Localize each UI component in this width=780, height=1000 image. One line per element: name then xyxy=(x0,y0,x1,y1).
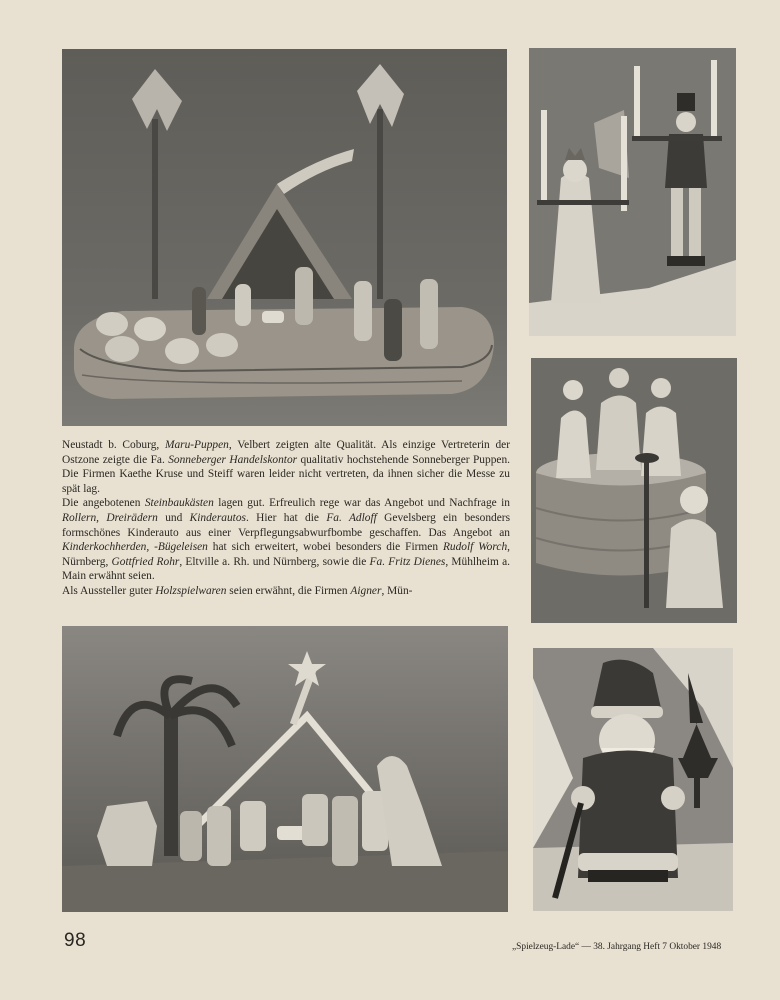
text-run: , Nürnberg, xyxy=(62,541,510,568)
text-run-italic: Kinderautos xyxy=(189,511,246,524)
text-run-italic: Rollern, Dreirädern xyxy=(62,511,158,524)
text-run: Als Aussteller guter xyxy=(62,584,156,597)
text-run-italic: Rudolf Worch xyxy=(442,541,508,554)
text-run-italic: Steinbaukästen xyxy=(144,497,214,510)
text-run: , Velbert zeigten alte Qualität. Als einzige Vertreterin der Ostzone zeigte die Fa. xyxy=(62,439,510,466)
journal-footer: „Spielzeug-Lade“ — 38. Jahrgang Heft 7 Oktober 1948 xyxy=(512,942,722,952)
photo-santa-with-tree xyxy=(533,648,733,911)
text-run: hat sich erweitert, wobei besonders die Firmen xyxy=(207,541,443,554)
text-run: Gevelsberg ein besonders formschönes Kinderauto aus einer Verpflegungsabwurfbombe geschaffen. Das Angebot an xyxy=(62,511,511,539)
text-run-italic: Fa. Adloff xyxy=(326,511,377,524)
text-run-italic: Sonneberger Handelskontor xyxy=(168,453,298,466)
text-run-italic: Kinderkochherden, -Bügeleisen xyxy=(62,541,208,554)
article-paragraph-1 xyxy=(62,438,510,496)
text-run: , Mühlheim a. Main erwähnt seien. xyxy=(62,555,511,583)
text-run-italic: Fa. Fritz Dienes xyxy=(369,555,446,568)
text-run: und xyxy=(157,511,190,524)
photo-candle-holder-figures xyxy=(529,48,736,336)
photo-nativity-scene-palms xyxy=(62,49,507,426)
text-run: lagen gut. Erfreulich rege war das Angebot und Nachfrage in xyxy=(213,497,511,510)
article-paragraph-2 xyxy=(62,496,510,584)
text-run: qualitativ hochstehende Sonneberger Puppen. Die Firmen Kaethe Kruse und Steiff waren leider nicht vertreten, da ihnen sicher die Messe zu spät lag. xyxy=(62,453,510,495)
text-run-italic: Holzspielwaren xyxy=(155,584,227,597)
text-run: . Hier hat die xyxy=(245,511,327,524)
text-run: seien erwähnt, die Firmen xyxy=(226,584,351,597)
photo-angels-on-box xyxy=(531,358,737,623)
article-paragraph-3 xyxy=(62,584,510,599)
text-run: , Eltville a. Rh. und Nürnberg, sowie die xyxy=(179,555,370,568)
article-text xyxy=(62,438,510,599)
text-run: Neustadt b. Coburg, xyxy=(62,439,165,451)
photo-carved-nativity-star xyxy=(62,626,508,912)
text-run-italic: Aigner xyxy=(350,584,382,597)
text-run: Die angebotenen xyxy=(62,497,145,510)
text-run-italic: Maru-Puppen xyxy=(164,439,229,451)
text-run-italic: Gottfried Rohr xyxy=(111,555,180,568)
text-run: , Mün- xyxy=(381,584,413,597)
page-number: 98 xyxy=(64,930,87,951)
